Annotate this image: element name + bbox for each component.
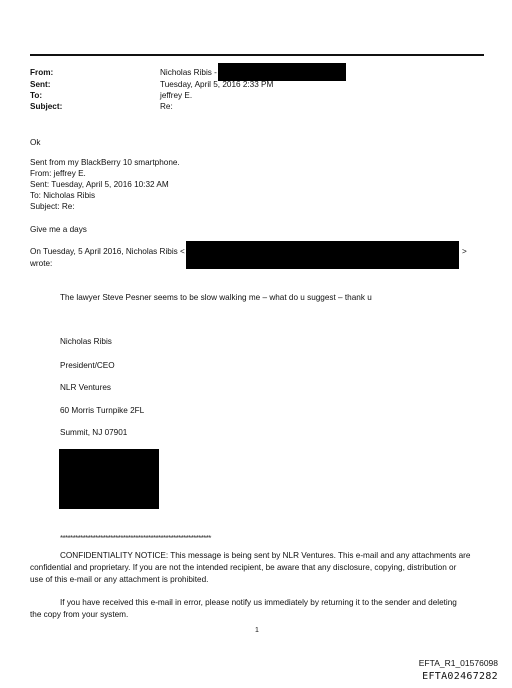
notice-line: If you have received this e-mail in error, please notify us immediately by returning it to the sender and deleting — [60, 598, 457, 607]
sent-value: Tuesday, April 5, 2016 2:33 PM — [160, 80, 274, 89]
signature-address: 60 Morris Turnpike 2FL — [60, 406, 145, 415]
quote-end: > — [462, 247, 467, 256]
forwarded-from: From: jeffrey E. — [30, 169, 86, 178]
to-value: jeffrey E. — [160, 91, 193, 100]
from-value: Nicholas Ribis - — [160, 68, 217, 77]
footer-id-1: EFTA_R1_01576098 — [418, 658, 498, 668]
device-signature: Sent from my BlackBerry 10 smartphone. — [30, 158, 180, 167]
footer-id-2: EFTA02467282 — [422, 671, 498, 682]
forwarded-subject: Subject: Re: — [30, 202, 75, 211]
notice-line: CONFIDENTIALITY NOTICE: This message is being sent by NLR Ventures. This e-mail and any attachments are — [60, 551, 471, 560]
signature-name: Nicholas Ribis — [60, 337, 112, 346]
page-number: 1 — [255, 627, 259, 634]
redaction-block — [218, 63, 346, 81]
signature-company: NLR Ventures — [60, 383, 111, 392]
subject-value: Re: — [160, 102, 173, 111]
signature-title: President/CEO — [60, 361, 115, 370]
subject-label: Subject: — [30, 102, 63, 111]
notice-line: the copy from your system. — [30, 610, 129, 619]
forwarded-to: To: Nicholas Ribis — [30, 191, 96, 200]
forwarded-sent: Sent: Tuesday, April 5, 2016 10:32 AM — [30, 180, 169, 189]
notice-line: use of this e-mail or any attachment is prohibited. — [30, 575, 209, 584]
reply-text: Ok — [30, 138, 41, 147]
header-rule — [30, 54, 484, 56]
quoted-message: The lawyer Steve Pesner seems to be slow walking me – what do u suggest – thank u — [60, 293, 372, 302]
redaction-block — [59, 449, 159, 509]
redaction-block — [186, 241, 459, 269]
give-text: Give me a days — [30, 225, 87, 234]
notice-line: confidential and proprietary. If you are not the intended recipient, be aware that any disclosure, copying, distribution or — [30, 563, 457, 572]
quote-wrote: wrote: — [30, 259, 53, 268]
quote-intro: On Tuesday, 5 April 2016, Nicholas Ribis < — [30, 247, 185, 256]
sent-label: Sent: — [30, 80, 51, 89]
signature-city: Summit, NJ 07901 — [60, 428, 128, 437]
from-label: From: — [30, 68, 54, 77]
notice-divider: ************************************************************ — [60, 534, 211, 543]
to-label: To: — [30, 91, 43, 100]
